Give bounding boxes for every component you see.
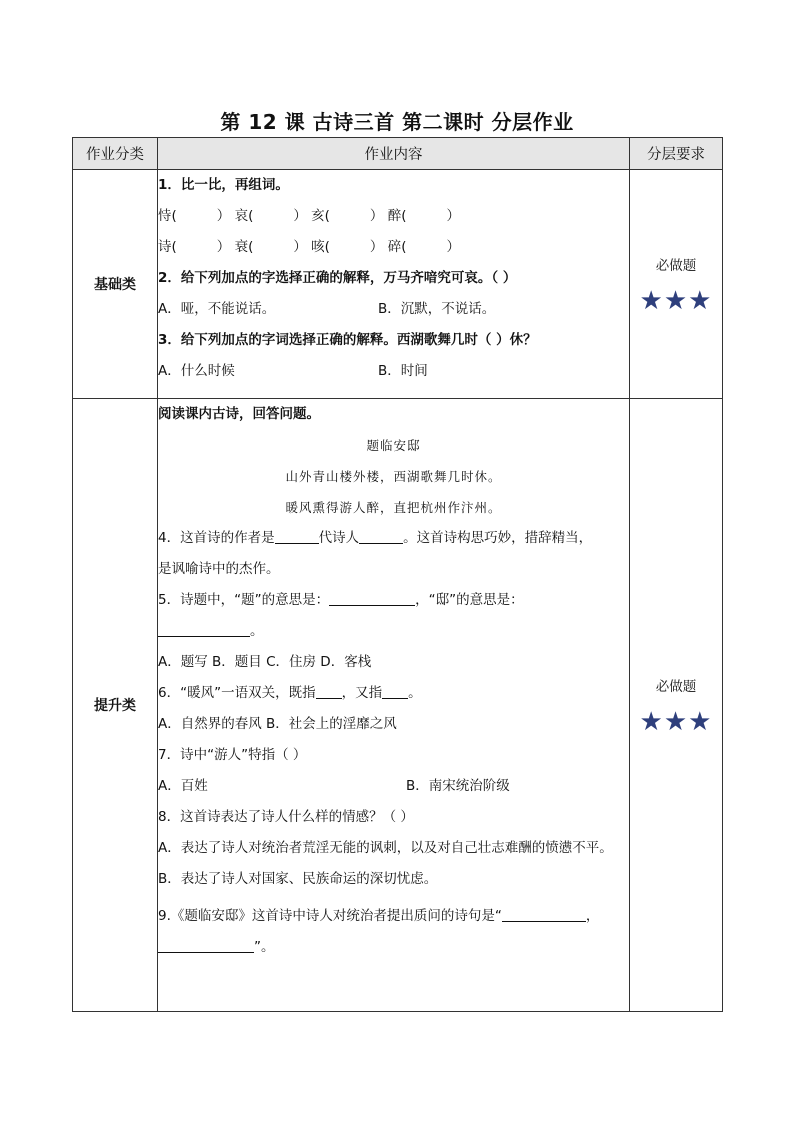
requirement-advanced bbox=[630, 399, 723, 1012]
homework-table bbox=[72, 137, 723, 1012]
requirement-basic bbox=[630, 170, 723, 399]
header-requirement: 分层要求 bbox=[630, 138, 723, 170]
q5-blank-1 bbox=[329, 591, 415, 606]
requirement-label: 必做题 bbox=[655, 679, 697, 695]
q8-option-b: B．表达了诗人对国家、民族命运的深切忧虑。 bbox=[158, 871, 438, 887]
q4-blank-poet bbox=[359, 529, 403, 544]
header-category: 作业分类 bbox=[73, 138, 158, 170]
q6-line: 6．“暖风”一语双关，既指 ，又指 。 bbox=[158, 685, 422, 701]
q9-blank-2 bbox=[158, 938, 254, 953]
q4-line2: 是讽喻诗中的杰作。 bbox=[158, 561, 280, 577]
q7-option-b: B．南宋统治阶级 bbox=[406, 778, 510, 794]
q9-blank-1 bbox=[502, 907, 586, 922]
q1-row1: 恃( ） 哀( ） 亥( ） 醉( ） bbox=[158, 208, 460, 224]
header-content: 作业内容 bbox=[158, 138, 630, 170]
q2-title: 2．给下列加点的字选择正确的解释，万马齐喑究可哀。（ ） bbox=[158, 270, 517, 286]
poem-line-1: 山外青山楼外楼，西湖歌舞几时休。 bbox=[285, 469, 502, 484]
q1-title: 1．比一比，再组词。 bbox=[158, 177, 289, 193]
q7-option-a: A．百姓 bbox=[158, 778, 208, 794]
q7-options bbox=[158, 771, 629, 802]
q6-options: A．自然界的春风 B．社会上的淫靡之风 bbox=[158, 716, 397, 732]
q7-title: 7．诗中“游人”特指（ ） bbox=[158, 747, 307, 763]
q2-option-a: A．哑，不能说话。 bbox=[158, 301, 276, 317]
q9-line1: 9.《题临安邸》这首诗中诗人对统治者提出质问的诗句是“ ， bbox=[158, 908, 600, 924]
star-rating-icon: ★★★ bbox=[639, 286, 713, 316]
q5-line1: 5．诗题中，“题”的意思是： ，“邸”的意思是： bbox=[158, 592, 524, 608]
content-advanced bbox=[158, 399, 630, 1012]
q6-blank-1 bbox=[316, 684, 342, 699]
requirement-label: 必做题 bbox=[655, 258, 697, 274]
q6-blank-2 bbox=[382, 684, 408, 699]
q5-options: A．题写 B．题目 C．住房 D．客栈 bbox=[158, 654, 372, 670]
q8-title: 8．这首诗表达了诗人什么样的情感？（ ） bbox=[158, 809, 414, 825]
category-basic: 基础类 bbox=[73, 170, 158, 399]
q4-line1: 4．这首诗的作者是 代诗人 。这首诗构思巧妙，措辞精当， bbox=[158, 530, 593, 546]
star-rating-icon: ★★★ bbox=[639, 707, 713, 737]
q3-title: 3．给下列加点的字词选择正确的解释。西湖歌舞几时（ ）休？ bbox=[158, 332, 537, 348]
q3-options bbox=[158, 356, 629, 387]
q3-option-b: B．时间 bbox=[378, 363, 428, 379]
reading-intro: 阅读课内古诗，回答问题。 bbox=[158, 406, 320, 422]
q1-row2: 诗( ） 衰( ） 咳( ） 碎( ） bbox=[158, 239, 460, 255]
q2-option-b: B．沉默，不说话。 bbox=[378, 301, 496, 317]
table-header-row bbox=[73, 138, 723, 170]
q9-line2: ”。 bbox=[158, 932, 629, 963]
q3-option-a: A．什么时候 bbox=[158, 363, 235, 379]
category-advanced: 提升类 bbox=[73, 399, 158, 1012]
q8-option-a: A．表达了诗人对统治者荒淫无能的讽刺，以及对自己壮志难酬的愤懑不平。 bbox=[158, 840, 613, 856]
table-row-advanced bbox=[73, 399, 723, 1012]
poem-line-2: 暖风熏得游人醉，直把杭州作汴州。 bbox=[285, 500, 502, 515]
q2-options bbox=[158, 294, 629, 325]
table-row-basic bbox=[73, 170, 723, 399]
q4-blank-era bbox=[275, 529, 319, 544]
q5-blank-2 bbox=[158, 622, 250, 637]
content-basic bbox=[158, 170, 630, 399]
poem-title: 题临安邸 bbox=[366, 438, 421, 453]
q5-line2: 。 bbox=[158, 616, 629, 647]
page-title: 第 12 课 古诗三首 第二课时 分层作业 bbox=[220, 110, 574, 134]
